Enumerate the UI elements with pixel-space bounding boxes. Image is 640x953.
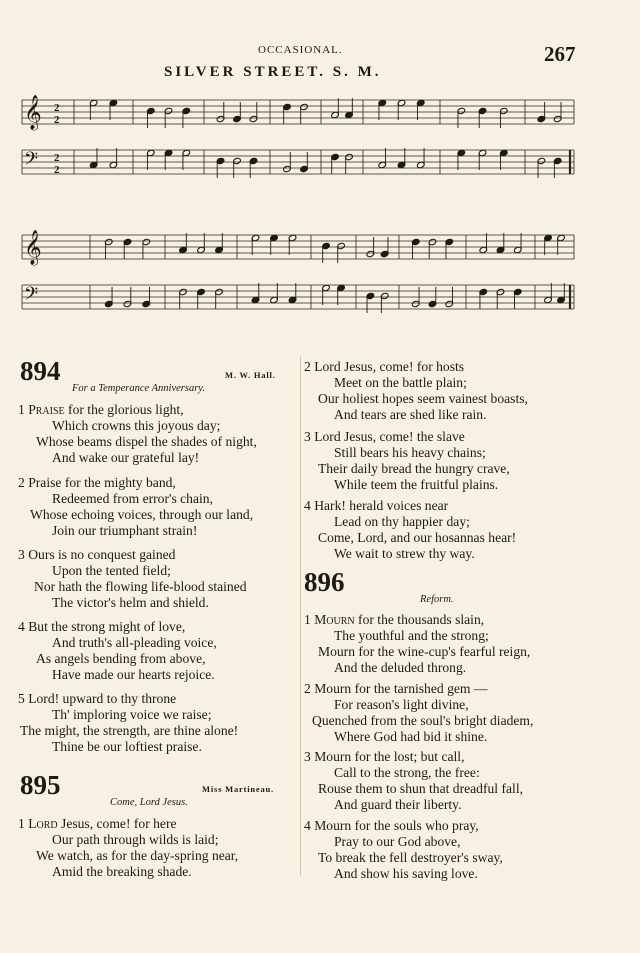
verse-line: Our holiest hopes seem vainest boasts,: [318, 391, 528, 406]
column-divider: [300, 356, 301, 876]
verse-line: Still bears his heavy chains;: [334, 445, 486, 460]
verse-line: For reason's light divine,: [334, 697, 469, 712]
verse-line: And show his saving love.: [334, 866, 478, 881]
verse-line: While teem the fruitful plains.: [334, 477, 499, 492]
verse-number: 4: [304, 818, 311, 833]
verse-number: 5: [18, 691, 25, 706]
verse-line: Meet on the battle plain;: [334, 375, 467, 390]
verse-number: 2: [304, 359, 311, 374]
verse-line: 4 But the strong might of love,: [18, 619, 186, 634]
verse-line: 4 Mourn for the souls who pray,: [304, 818, 479, 833]
verse-line: And wake our grateful lay!: [52, 450, 200, 465]
verse-line: Mourn for the wine-cup's fearful reign,: [318, 644, 531, 659]
verse-line: 1 Praise for the glorious light,: [18, 402, 184, 417]
bass-clef: 𝄢: [24, 149, 39, 174]
verse-line: 5 Lord! upward to thy throne: [18, 691, 177, 706]
time-signature: 2: [54, 152, 60, 164]
verse-line: 1 Lord Jesus, come! for here: [18, 816, 177, 831]
verse-number: 3: [18, 547, 25, 562]
page-number: 267: [544, 42, 576, 66]
verse-line: 4 Hark! herald voices near: [304, 498, 449, 513]
verse-line: Rouse them to shun that dreadful fall,: [318, 781, 523, 796]
time-signature: 2: [54, 164, 60, 176]
running-header: OCCASIONAL.: [258, 44, 343, 56]
verse-line: Come, Lord, and our hosannas hear!: [318, 530, 517, 545]
verse-number: 3: [304, 749, 311, 764]
time-signature: 2: [54, 114, 60, 126]
verse-line: 3 Ours is no conquest gained: [18, 547, 176, 562]
verse-line: The youthful and the strong;: [334, 628, 489, 643]
verse-line: Lead on thy happier day;: [334, 514, 470, 529]
hymn-occasion-894: For a Temperance Anniversary.: [72, 383, 205, 394]
verse-first-word: Lord: [28, 816, 58, 831]
verse-line: 1 Mourn for the thousands slain,: [304, 612, 485, 627]
verse-line: Nor hath the flowing life-blood stained: [34, 579, 247, 594]
verse-number: 1: [18, 816, 25, 831]
verse-line: And guard their liberty.: [334, 797, 462, 812]
verse-line: 2 Praise for the mighty band,: [18, 475, 176, 490]
verse-line: Th' imploring voice we raise;: [52, 707, 212, 722]
hymn-number-894: 894: [20, 356, 61, 386]
verse-number: 4: [304, 498, 311, 513]
verse-number: 1: [18, 402, 25, 417]
verse-first-word: Praise: [28, 402, 65, 417]
verse-number: 3: [304, 429, 311, 444]
verse-line: Quenched from the soul's bright diadem,: [312, 713, 534, 728]
verse-line: 2 Mourn for the tarnished gem —: [304, 681, 488, 696]
hymn-number-895: 895: [20, 770, 61, 800]
verse-line: Redeemed from error's chain,: [52, 491, 213, 506]
verse-line: The might, the strength, are thine alone!: [20, 723, 239, 738]
verse-line: 3 Lord Jesus, come! the slave: [304, 429, 465, 444]
hymn-occasion-895: Come, Lord Jesus.: [110, 797, 188, 808]
verse-line: We wait to strew thy way.: [334, 546, 475, 561]
verse-line: We watch, as for the day-spring near,: [36, 848, 239, 863]
verse-line: Their daily bread the hungry crave,: [318, 461, 510, 476]
verse-line: Whose beams dispel the shades of night,: [36, 434, 257, 449]
verse-line: 3 Mourn for the lost; but call,: [304, 749, 465, 764]
verse-number: 2: [304, 681, 311, 696]
verse-line: Join our triumphant strain!: [52, 523, 198, 538]
verse-line: To break the fell destroyer's sway,: [318, 850, 503, 865]
verse-line: Have made our hearts rejoice.: [52, 667, 215, 682]
verse-line: As angels bending from above,: [36, 651, 206, 666]
verse-line: Call to the strong, the free:: [334, 765, 480, 780]
hymn-author-894: M. W. Hall.: [225, 370, 276, 380]
verse-line: Our path through wilds is laid;: [52, 832, 219, 847]
treble-clef: 𝄞: [24, 95, 42, 130]
time-signature: 2: [54, 102, 60, 114]
bass-clef: 𝄢: [24, 284, 39, 309]
hymn-number-896: 896: [304, 567, 345, 597]
verse-line: Where God had bid it shine.: [334, 729, 488, 744]
tune-title: SILVER STREET. S. M.: [164, 64, 382, 80]
verse-line: Pray to our God above,: [334, 834, 461, 849]
verse-line: Upon the tented field;: [52, 563, 171, 578]
verse-first-word: Mourn: [314, 612, 355, 627]
verse-line: And the deluded throng.: [334, 660, 467, 675]
verse-number: 1: [304, 612, 311, 627]
verse-line: The victor's helm and shield.: [52, 595, 209, 610]
treble-clef: 𝄞: [24, 230, 42, 265]
verse-line: Which crowns this joyous day;: [52, 418, 221, 433]
verse-number: 4: [18, 619, 25, 634]
verse-number: 2: [18, 475, 25, 490]
hymn-author-895: Miss Martineau.: [202, 784, 274, 794]
verse-line: Thine be our loftiest praise.: [52, 739, 202, 754]
verse-line: Whose echoing voices, through our land,: [30, 507, 254, 522]
verse-line: Amid the breaking shade.: [52, 864, 192, 879]
verse-line: And truth's all-pleading voice,: [52, 635, 217, 650]
hymn-occasion-896: Reform.: [420, 594, 454, 605]
verse-line: 2 Lord Jesus, come! for hosts: [304, 359, 465, 374]
verse-line: And tears are shed like rain.: [334, 407, 487, 422]
music-score: [0, 0, 640, 340]
